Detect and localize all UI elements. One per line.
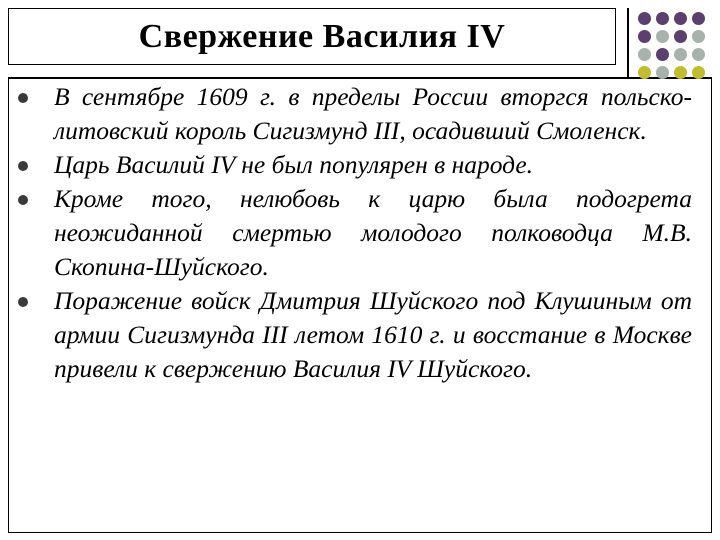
decor-dot	[692, 66, 705, 79]
decor-dot	[656, 12, 669, 25]
decor-dot	[692, 12, 705, 25]
decor-dot	[638, 66, 651, 79]
decor-dot	[674, 12, 687, 25]
bullet-icon	[18, 195, 28, 205]
vertical-rule	[627, 8, 629, 78]
bullet-item	[14, 182, 692, 284]
title-box	[8, 8, 616, 65]
slide-title: Свержение Василия IV	[138, 17, 506, 55]
decor-dot	[638, 30, 651, 43]
bullet-text: В сентябре 1609 г. в пределы России вторгся польско-литовский король Сигизмунд III, осадивший Смоленск.	[54, 82, 692, 145]
bullet-item	[14, 80, 692, 148]
decor-dot	[674, 48, 687, 61]
bullet-list	[14, 80, 692, 386]
decor-dot	[674, 66, 687, 79]
bullet-text: Царь Василий IV не был популярен в народе.	[54, 150, 534, 179]
decorative-dot-grid	[636, 10, 716, 80]
bullet-text: Кроме того, нелюбовь к царю была подогрета неожиданной смертью молодого полководца М.В. Скопина-Шуйского.	[54, 184, 692, 281]
bullet-icon	[18, 161, 28, 171]
decor-dot	[692, 30, 705, 43]
decor-dot	[656, 48, 669, 61]
decor-dot	[656, 66, 669, 79]
bullet-text: Поражение войск Дмитрия Шуйского под Клушиным от армии Сигизмунда III летом 1610 г. и восстание в Москве привели к свержению Василия IV Шуйского.	[54, 286, 692, 383]
bullet-icon	[18, 297, 28, 307]
bullet-item	[14, 284, 692, 386]
bullet-item	[14, 148, 692, 182]
decor-dot	[638, 48, 651, 61]
decor-dot	[692, 48, 705, 61]
decor-dot	[674, 30, 687, 43]
decor-dot	[638, 12, 651, 25]
decor-dot	[656, 30, 669, 43]
bullet-icon	[18, 93, 28, 103]
